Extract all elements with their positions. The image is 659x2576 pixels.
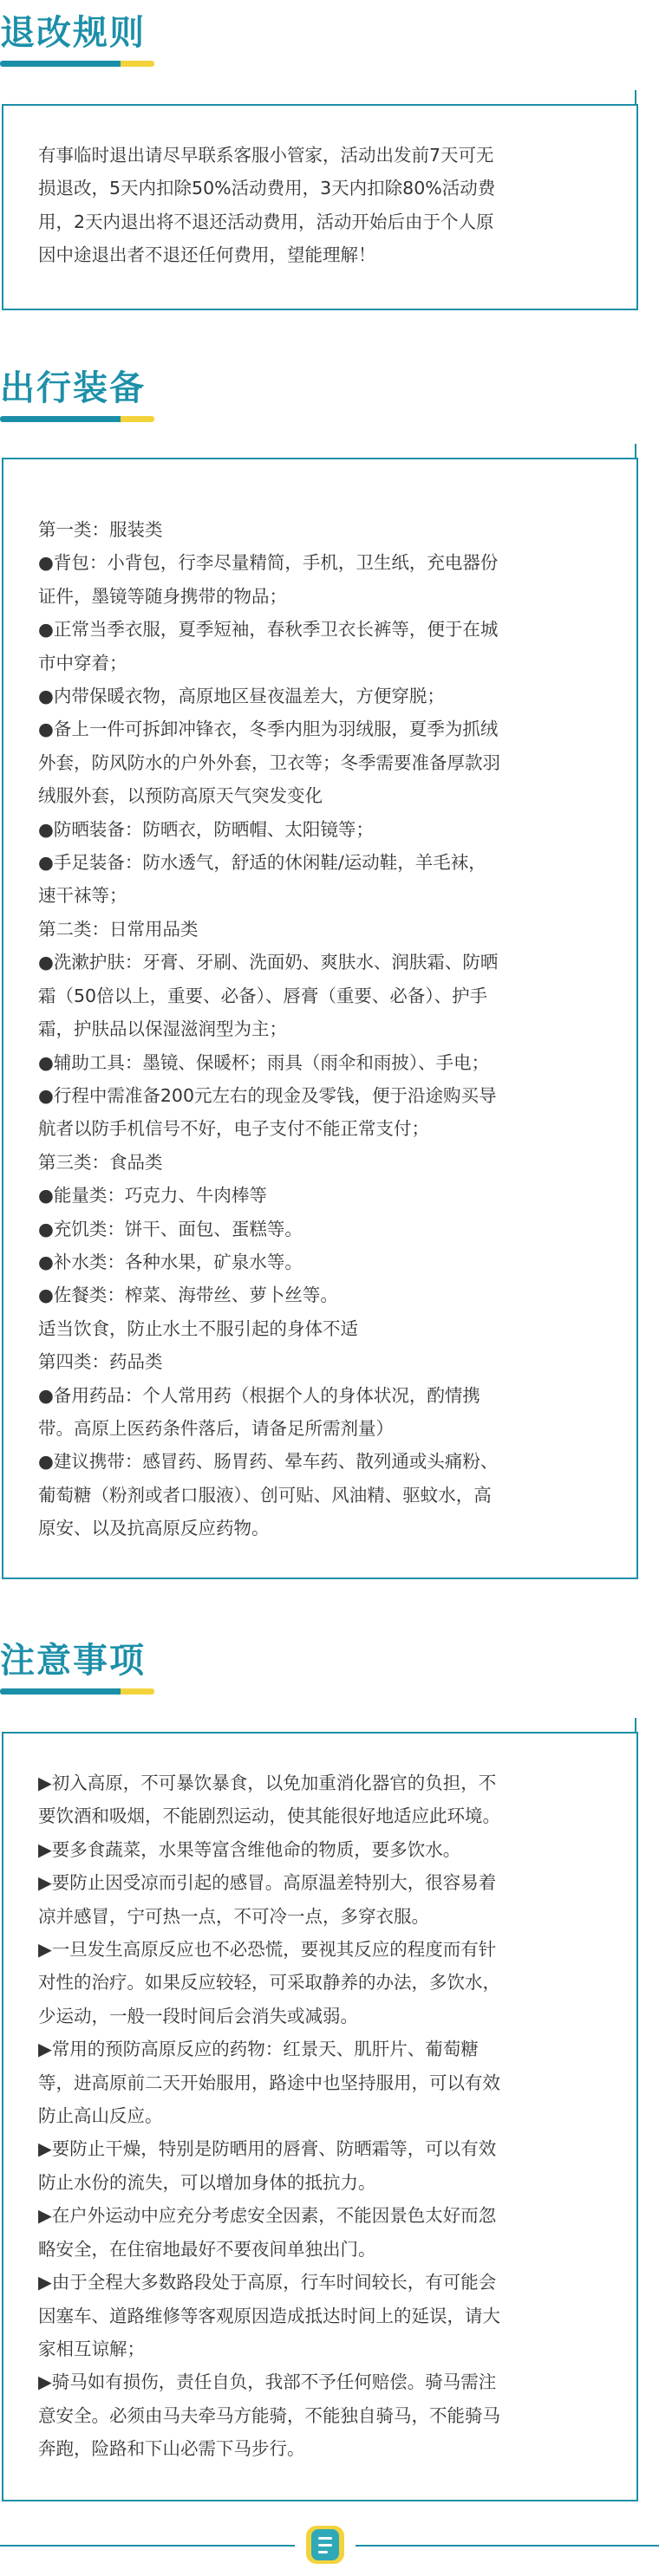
gear-line: 葡萄糖（粉剂或者口服液）、创可贴、风油精、驱蚊水，高 xyxy=(38,1484,492,1506)
gear-line: 霜，护肤品以保湿滋润型为主； xyxy=(38,1018,287,1040)
notes-line: ▶骑马如有损伤，责任自负，我部不予任何赔偿。骑马需注 xyxy=(38,2371,497,2393)
gear-line: ●备用药品：个人常用药（根据个人的身体状况，酌情携 xyxy=(38,1384,480,1406)
gear-section-header xyxy=(0,368,173,423)
gear-line: ●补水类：各种水果，矿泉水等。 xyxy=(38,1251,303,1272)
gear-line: ●正常当季衣服，夏季短袖，春秋季卫衣长裤等，便于在城 xyxy=(38,619,499,641)
notes-line: 因塞车、道路维修等客观原因造成抵达时间上的延误，请大 xyxy=(38,2305,500,2326)
gear-line: 绒服外套，以预防高原天气突发变化 xyxy=(38,785,323,807)
notes-line: 奔跑，险路和下山必需下马步行。 xyxy=(38,2438,305,2460)
gear-line: 第二类：日常用品类 xyxy=(38,918,199,940)
refund-section-title: 退改规则 xyxy=(0,13,146,53)
gear-line: ●防晒装备：防晒衣，防晒帽、太阳镜等； xyxy=(38,818,374,840)
notes-line: 意安全。必须由马夫牵马方能骑，不能独自骑马，不能骑马 xyxy=(38,2404,500,2426)
gear-line: 速干袜等； xyxy=(38,885,127,907)
notes-line: ▶要多食蔬菜，水果等富含维他命的物质，要多饮水。 xyxy=(38,1838,461,1860)
gear-line: ●辅助工具：墨镜、保暖杯；雨具（雨伞和雨披）、手电； xyxy=(38,1051,490,1073)
notes-line: 防止水份的流失，可以增加身体的抵抗力。 xyxy=(38,2171,376,2193)
footer-badge-stroke xyxy=(318,2551,328,2553)
refund-line: 损退改，5天内扣除50%活动费用，3天内扣除80%活动费 xyxy=(38,178,496,199)
notes-line: ▶常用的预防高原反应的药物：红景天、肌肝片、葡萄糖 xyxy=(38,2039,479,2060)
notes-title-underline xyxy=(0,1688,154,1695)
gear-line: 第三类：食品类 xyxy=(38,1151,163,1173)
gear-line: ●佐餐类：榨菜、海带丝、萝卜丝等。 xyxy=(38,1285,338,1306)
refund-line: 用，2天内退出将不退还活动费用，活动开始后由于个人原 xyxy=(38,211,494,232)
gear-line: ●建议携带：感冒药、肠胃药、晕车药、散列通或头痛粉、 xyxy=(38,1451,499,1473)
gear-line: 带。高原上医药条件落后，请备足所需剂量） xyxy=(38,1417,394,1439)
gear-line: 证件，墨镜等随身携带的物品； xyxy=(38,585,287,607)
notes-line: ▶在户外运动中应充分考虑安全因素，不能因景色太好而忽 xyxy=(38,2205,497,2227)
gear-line: 第四类：药品类 xyxy=(38,1351,163,1373)
notes-card-body xyxy=(38,1766,612,2466)
gear-title-underline xyxy=(0,416,154,422)
refund-line: 因中途退出者不退还任何费用，望能理解！ xyxy=(38,244,376,266)
notes-line: 对性的治疗。如果反应较轻，可采取静养的办法，多饮水， xyxy=(38,1972,500,1994)
notes-line: 等，进高原前二天开始服用，路途中也坚持服用，可以有效 xyxy=(38,2072,500,2093)
gear-card-body xyxy=(38,513,612,1545)
refund-title-underline xyxy=(0,61,154,67)
gear-line: ●充饥类：饼干、面包、蛋糕等。 xyxy=(38,1218,303,1239)
document-list-icon xyxy=(306,2526,344,2564)
gear-line: ●背包：小背包，行李尽量精简，手机，卫生纸，充电器份 xyxy=(38,552,499,574)
gear-line: 外套，防风防水的户外外套，卫衣等；冬季需要准备厚款羽 xyxy=(38,751,500,773)
refund-line: 有事临时退出请尽早联系客服小管家，活动出发前7天可无 xyxy=(38,145,494,166)
notes-section-header xyxy=(0,1643,173,1695)
gear-section-title: 出行装备 xyxy=(0,368,146,408)
gear-line: 市中穿着； xyxy=(38,652,127,673)
footer-line-right xyxy=(356,2545,659,2547)
notes-line: ▶初入高原，不可暴饮暴食，以免加重消化器官的负担，不 xyxy=(38,1773,497,1793)
gear-line: ●能量类：巧克力、牛肉棒等 xyxy=(38,1185,267,1207)
notes-line: 家相互谅解； xyxy=(38,2338,145,2359)
gear-line: 航者以防手机信号不好，电子支付不能正常支付； xyxy=(38,1118,429,1140)
footer-badge-stroke xyxy=(318,2544,332,2547)
notes-card xyxy=(2,1732,638,2501)
gear-line: 适当饮食，防止水土不服引起的身体不适 xyxy=(38,1317,358,1339)
notes-line: 略安全，在住宿地最好不要夜间单独出门。 xyxy=(38,2238,376,2260)
gear-line: 原安、以及抗高原反应药物。 xyxy=(38,1518,270,1539)
gear-line: ●行程中需准备200元左右的现金及零钱，便于沿途购买导 xyxy=(38,1084,497,1106)
gear-line: ●手足装备：防水透气，舒适的休闲鞋/运动鞋，羊毛袜， xyxy=(38,852,486,874)
gear-line: 霜（50倍以上，重要、必备）、唇膏（重要、必备）、护手 xyxy=(38,985,488,1006)
notes-line: 要饮酒和吸烟，不能剧烈运动，使其能很好地适应此环境。 xyxy=(38,1805,500,1827)
notes-line: ▶由于全程大多数路段处于高原，行车时间较长，有可能会 xyxy=(38,2272,497,2293)
footer-line-left xyxy=(0,2545,295,2547)
gear-line: ●内带保暖衣物，高原地区昼夜温差大，方便穿脱； xyxy=(38,686,445,707)
notes-line: ▶要防止因受凉而引起的感冒。高原温差特别大，很容易着 xyxy=(38,1872,497,1894)
gear-line: 第一类：服装类 xyxy=(38,519,163,540)
refund-card xyxy=(2,104,638,310)
notes-line: ▶要防止干燥，特别是防晒用的唇膏、防晒霜等，可以有效 xyxy=(38,2138,497,2160)
gear-line: ●洗漱护肤：牙膏、牙刷、洗面奶、爽肤水、润肤霜、防晒 xyxy=(38,952,499,973)
notes-line: 防止高山反应。 xyxy=(38,2105,163,2127)
refund-section-header xyxy=(0,13,173,68)
notes-line: 少运动，一般一段时间后会消失或减弱。 xyxy=(38,2005,358,2026)
notes-line: 凉并感冒，宁可热一点，不可冷一点，多穿衣服。 xyxy=(38,1905,429,1927)
gear-card xyxy=(2,458,638,1579)
notes-section-title: 注意事项 xyxy=(0,1641,146,1681)
gear-line: ●备上一件可拆卸冲锋衣，冬季内胆为羽绒服，夏季为抓绒 xyxy=(38,719,499,740)
notes-line: ▶一旦发生高原反应也不必恐慌，要视其反应的程度而有针 xyxy=(38,1939,497,1961)
footer-badge-inner xyxy=(311,2529,339,2560)
refund-card-body xyxy=(38,139,612,272)
footer-badge-stroke xyxy=(318,2537,332,2540)
